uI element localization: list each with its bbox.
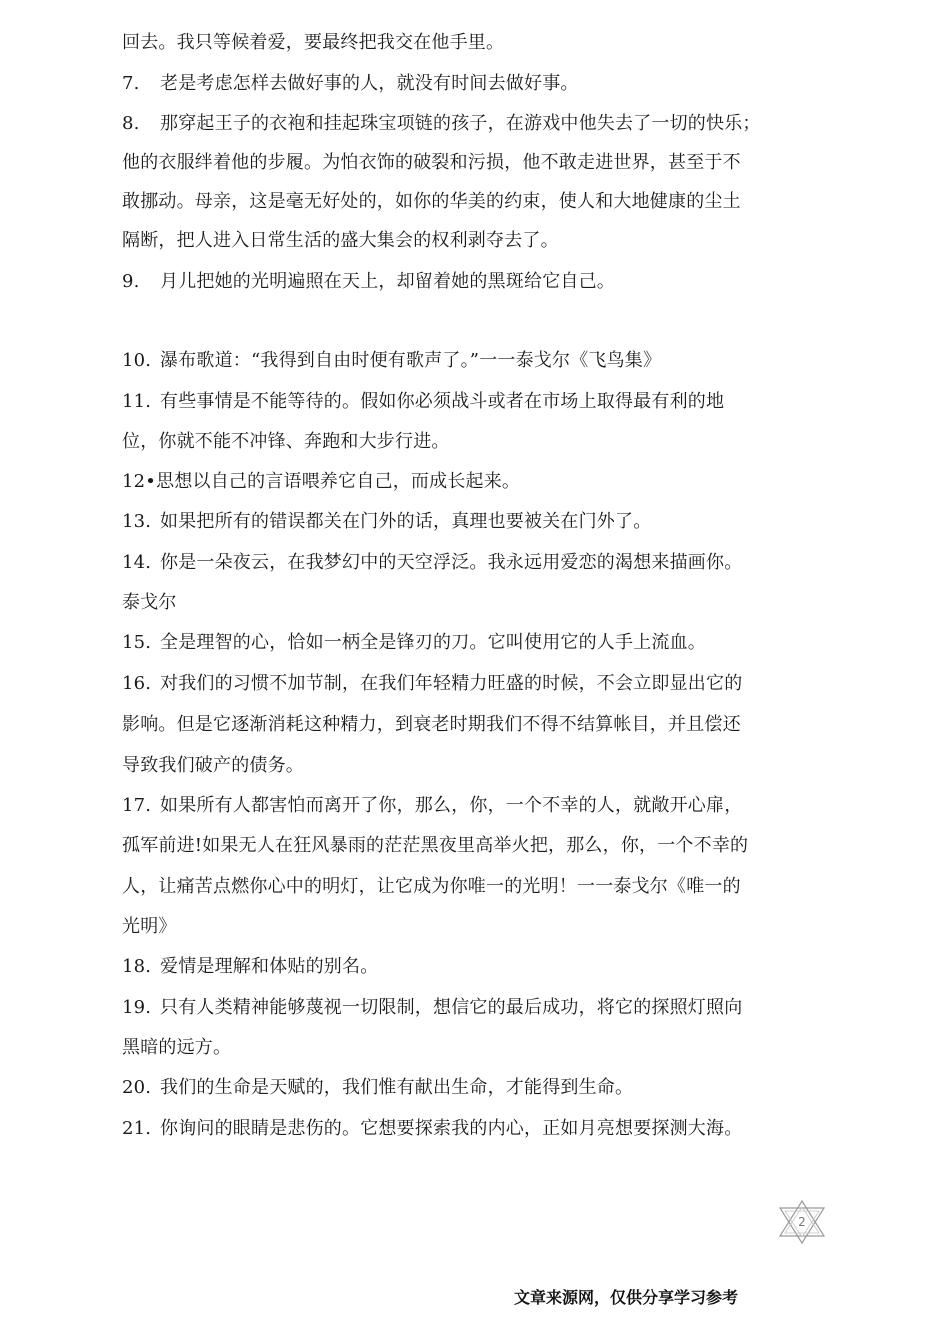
item-number: 14. bbox=[122, 552, 152, 573]
text-line: 孤军前进!如果无人在狂风暴雨的茫茫黑夜里高举火把，那么，你，一个不幸的 bbox=[122, 835, 749, 856]
item-11 bbox=[122, 390, 724, 414]
item-number: 17. bbox=[122, 795, 152, 816]
text-line: 回去。我只等候着爱，要最终把我交在他手里。 bbox=[122, 32, 505, 53]
item-text: 老是考虑怎样去做好事的人，就没有时间去做好事。 bbox=[160, 73, 579, 94]
page-number: 2 bbox=[798, 1215, 806, 1229]
item-number: 18. bbox=[122, 956, 152, 977]
item-19 bbox=[122, 996, 742, 1020]
item-number: 16. bbox=[122, 673, 152, 694]
text-line: 敢挪动。母亲，这是毫无好处的，如你的华美的约束，使人和大地健康的尘土 bbox=[122, 191, 741, 212]
item-20 bbox=[122, 1076, 633, 1100]
item-number: 13. bbox=[122, 511, 152, 532]
item-17 bbox=[122, 794, 742, 818]
item-number: 19. bbox=[122, 997, 152, 1018]
item-9 bbox=[122, 270, 615, 294]
item-text: 你询问的眼睛是悲伤的。它想要探索我的内心，正如月亮想要探测大海。 bbox=[160, 1118, 743, 1139]
item-text: 全是理智的心，恰如一柄全是锋刃的刀。它叫使用它的人手上流血。 bbox=[160, 632, 706, 653]
item-number: 9. bbox=[122, 271, 140, 292]
item-15 bbox=[122, 631, 706, 655]
item-text: 我们的生命是天赋的，我们惟有献出生命，才能得到生命。 bbox=[160, 1077, 634, 1098]
text-line: 黑暗的远方。 bbox=[122, 1037, 232, 1058]
item-number: 21. bbox=[122, 1118, 152, 1139]
item-number: 8. bbox=[122, 113, 140, 134]
text-line: 影响。但是它逐渐消耗这种精力，到衰老时期我们不得不结算帐目，并且偿还 bbox=[122, 714, 741, 735]
text-line: 位，你就不能不冲锋、奔跑和大步行进。 bbox=[122, 431, 450, 452]
item-text: 如果所有人都害怕而离开了你，那么，你，一个不幸的人，就敞开心扉， bbox=[160, 795, 743, 816]
item-18 bbox=[122, 955, 378, 979]
item-text: 月儿把她的光明遍照在天上，却留着她的黑斑给它自己。 bbox=[160, 271, 615, 292]
item-text: 有些事情是不能等待的。假如你必须战斗或者在市场上取得最有利的地 bbox=[160, 391, 725, 412]
item-text: 只有人类精神能够蔑视一切限制，想信它的最后成功，将它的探照灯照向 bbox=[160, 997, 743, 1018]
text-line: 泰戈尔 bbox=[122, 592, 177, 613]
item-text: 瀑布歌道：“我得到自由时便有歌声了。”一一泰戈尔《飞鸟集》 bbox=[160, 350, 662, 371]
item-12 bbox=[122, 470, 520, 494]
item-number: 7. bbox=[122, 73, 140, 94]
item-number: 20. bbox=[122, 1077, 152, 1098]
item-16 bbox=[122, 672, 742, 696]
item-10 bbox=[122, 349, 661, 373]
item-number: 15. bbox=[122, 632, 152, 653]
text-line: 导致我们破产的债务。 bbox=[122, 755, 304, 776]
item-number: 11. bbox=[122, 391, 152, 412]
item-text: 对我们的习惯不加节制，在我们年轻精力旺盛的时候，不会立即显出它的 bbox=[160, 673, 743, 694]
item-14 bbox=[122, 551, 742, 575]
text-line: 光明》 bbox=[122, 916, 177, 937]
item-text: 爱情是理解和体贴的别名。 bbox=[160, 956, 379, 977]
item-21 bbox=[122, 1117, 742, 1141]
item-text: 你是一朵夜云，在我梦幻中的天空浮泛。我永远用爱恋的渴想来描画你。 bbox=[160, 552, 743, 573]
item-7 bbox=[122, 72, 579, 96]
item-13 bbox=[122, 510, 651, 534]
item-text: 如果把所有的错误都关在门外的话，真理也要被关在门外了。 bbox=[160, 511, 652, 532]
text-line: 他的衣服绊着他的步履。为怕衣饰的破裂和污损，他不敢走进世界，甚至于不 bbox=[122, 152, 741, 173]
item-text: 思想以自己的言语喂养它自己，而成长起来。 bbox=[156, 471, 521, 492]
item-number: 10. bbox=[122, 350, 152, 371]
text-line: 人，让痛苦点燃你心中的明灯，让它成为你唯一的光明！一一泰戈尔《唯一的 bbox=[122, 876, 741, 897]
footer-source-note: 文章来源网，仅供分享学习参考 bbox=[514, 1288, 739, 1307]
page-number-badge bbox=[776, 1198, 828, 1246]
item-8 bbox=[122, 112, 761, 136]
item-number: 12• bbox=[122, 471, 157, 492]
item-text: 那穿起王子的衣袍和挂起珠宝项链的孩子，在游戏中他失去了一切的快乐； bbox=[160, 113, 761, 134]
text-line: 隔断，把人进入日常生活的盛大集会的权利剥夺去了。 bbox=[122, 230, 559, 251]
